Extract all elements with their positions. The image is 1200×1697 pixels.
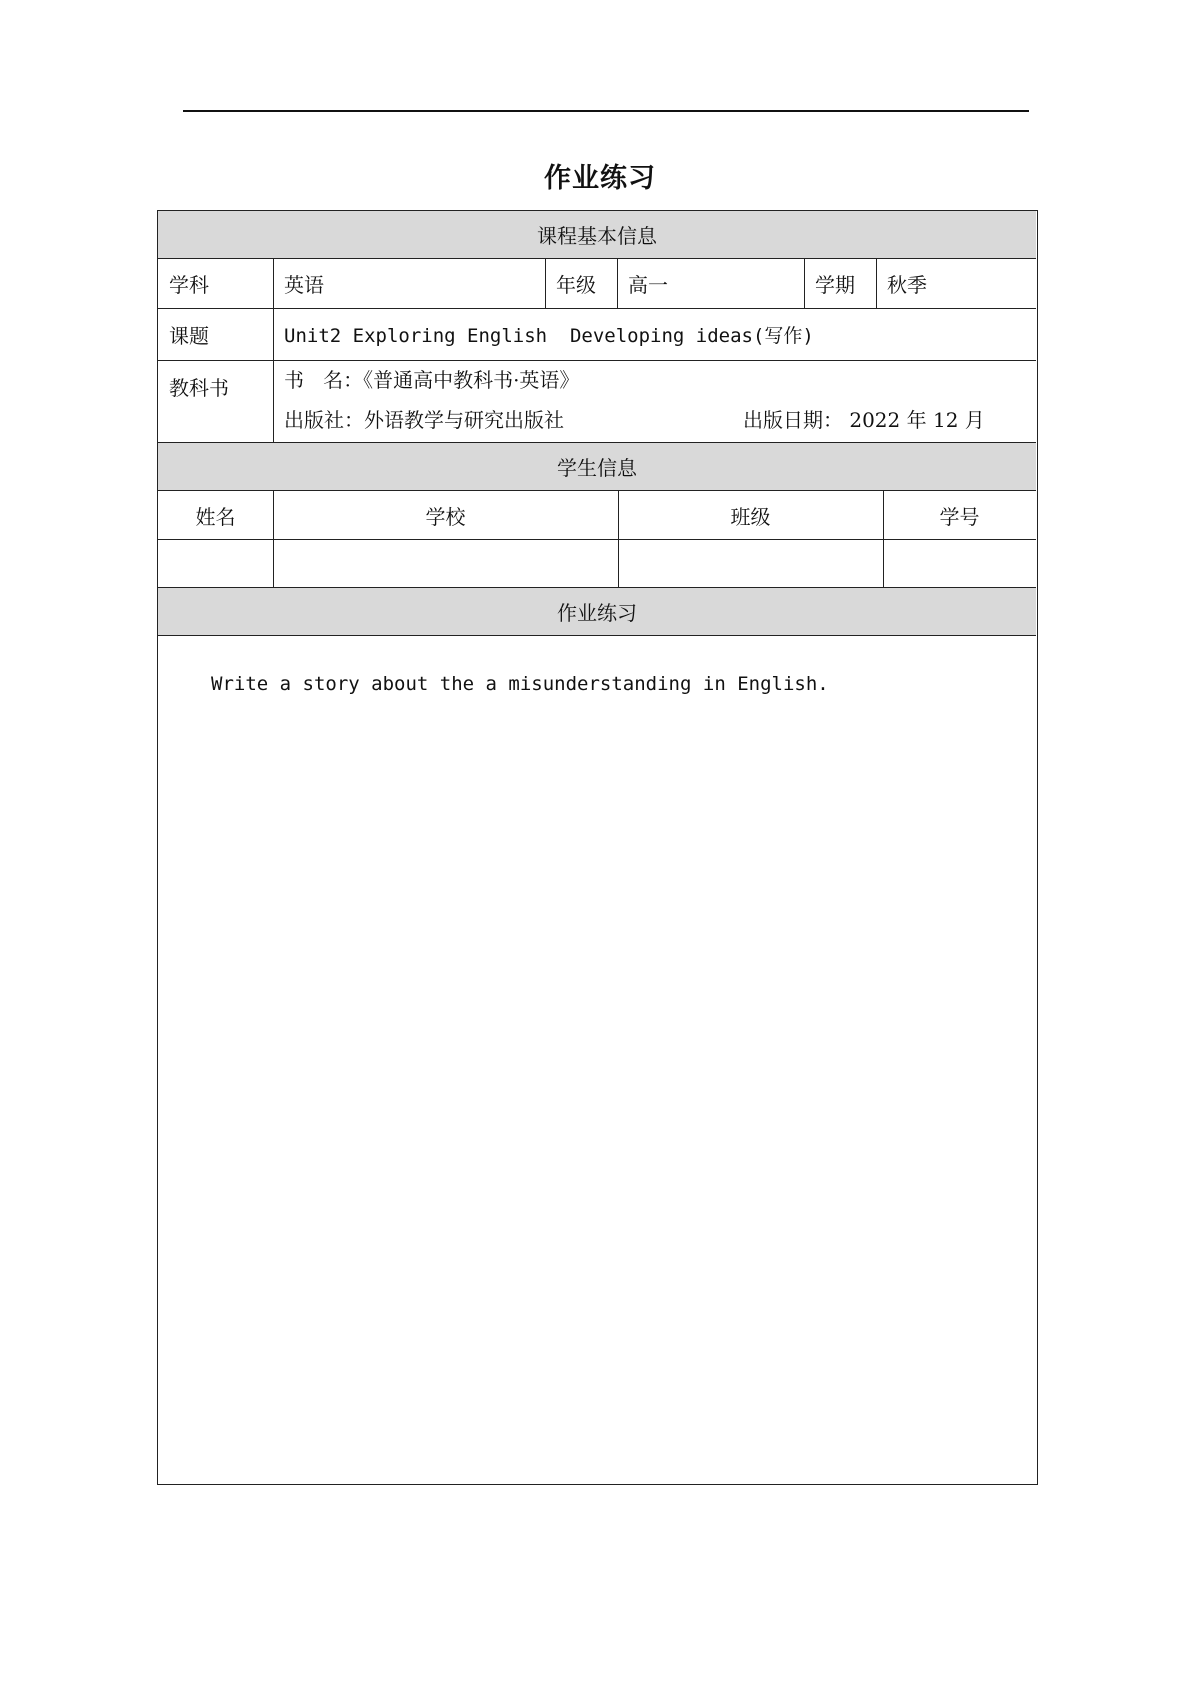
student-id-field[interactable] xyxy=(883,540,1036,587)
textbook-publisher: 出版社：外语教学与研究出版社 xyxy=(284,408,564,432)
topic-label: 课题 xyxy=(169,323,209,348)
topic-value: Unit2 Exploring English Developing ideas(写作) xyxy=(284,324,814,347)
textbook-label: 教科书 xyxy=(169,376,229,400)
student-col-school: 学校 xyxy=(425,504,466,529)
term-value: 秋季 xyxy=(887,273,927,297)
page-title: 作业练习 xyxy=(544,163,656,194)
grade-value: 高一 xyxy=(628,273,668,297)
homework-task: Write a story about the a misunderstanding in English. xyxy=(211,673,829,695)
student-col-name: 姓名 xyxy=(195,504,236,529)
student-class-field[interactable] xyxy=(618,540,883,587)
student-col-class: 班级 xyxy=(730,504,771,529)
student-school-field[interactable] xyxy=(273,540,618,587)
textbook-pub-date: 出版日期： 2022 年 12 月 xyxy=(743,408,985,432)
subject-value: 英语 xyxy=(284,273,324,297)
student-info-header: 学生信息 xyxy=(158,443,1036,491)
course-info-header: 课程基本信息 xyxy=(158,211,1036,259)
homework-header: 作业练习 xyxy=(158,588,1036,636)
header-rule xyxy=(183,110,1029,112)
subject-label: 学科 xyxy=(169,273,209,297)
row-divider xyxy=(158,360,1036,361)
grade-label: 年级 xyxy=(556,273,596,297)
homework-sheet xyxy=(157,210,1038,1485)
term-label: 学期 xyxy=(815,273,855,297)
student-col-id: 学号 xyxy=(939,504,980,529)
student-name-field[interactable] xyxy=(158,540,273,587)
textbook-name: 书 名：《普通高中教科书·英语》 xyxy=(284,368,580,392)
